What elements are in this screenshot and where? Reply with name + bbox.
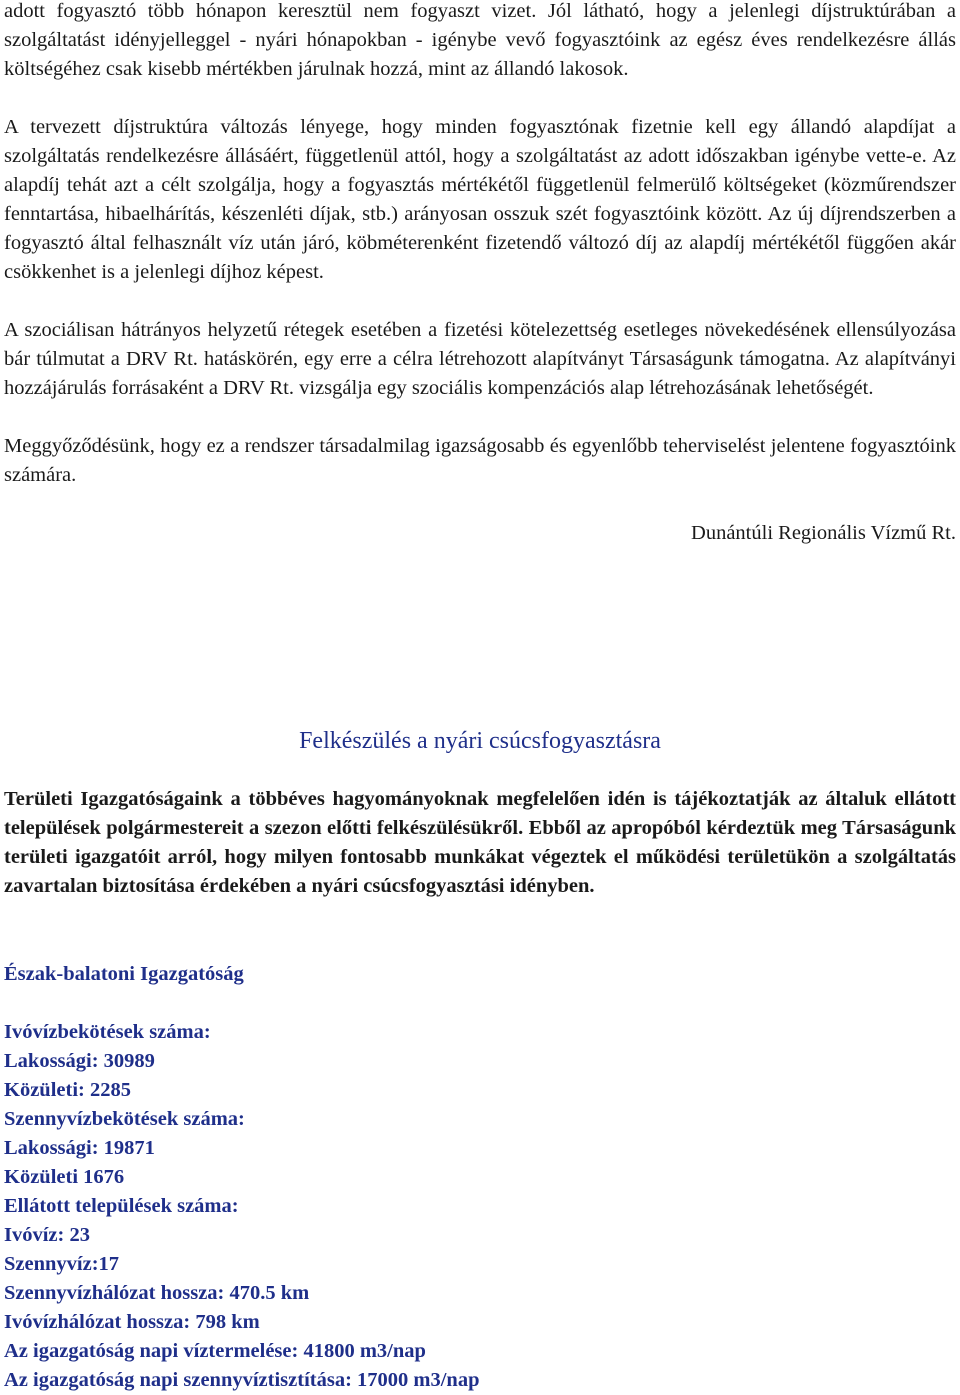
social-compensation-paragraph: A szociálisan hátrányos helyzetű rétegek esetében a fizetési kötelezettség esetleges növekedésének ellensúlyozása bár túlmutat a DRV Rt. hatáskörén, egy erre a célra létrehozott alapítványt Társaságunk támogatna. Az alapítványi hozzájárulás forrásaként a DRV Rt. vizsgálja egy szociális kompenzációs alap létrehozásának lehetőségét. — [4, 319, 956, 399]
stat-line: Lakossági: 19871 — [4, 1137, 155, 1159]
stat-line: Közületi 1676 — [4, 1166, 125, 1188]
section-heading: Felkészülés a nyári csúcsfogyasztásra — [299, 728, 661, 754]
stats-list — [4, 1018, 479, 1395]
fee-structure-paragraph: A tervezett díjstruktúra változás lényege, hogy minden fogyasztónak fizetnie kell egy állandó alapdíjat a szolgáltatás rendelkezésre állásáért, függetlenül attól, hogy a szolgáltatást az adott időszakban igénybe vette-e. Az alapdíj tehát azt a célt szolgálja, hogy a fogyasztás mértékétől függetlenül felmerülő költségeket (közműrendszer fenntartása, hibaelhárítás, készenléti díjak, stb.) arányosan osszuk szét fogyasztóink között. Az új díjrendszerben a fogyasztó által felhasznált víz után járó, köbméterenként fizetendő változó díj az alapdíj mértékétől függően akár csökkenhet is a jelenlegi díjhoz képest. — [4, 116, 956, 283]
stat-line: Szennyvíz:17 — [4, 1253, 120, 1275]
stat-line: Ivóvíz: 23 — [4, 1224, 90, 1246]
stat-line: Az igazgatóság napi víztermelése: 41800 m3/nap — [4, 1340, 426, 1362]
intro-paragraph: adott fogyasztó több hónapon keresztül nem fogyaszt vizet. Jól látható, hogy a jelenlegi díjstruktúrában a szolgáltatást idényjelleggel - nyári hónapokban - igénybe vevő fogyasztóink az egész éves rendelkezésre állás költségéhez csak kisebb mértékben járulnak hozzá, mint az állandó lakosok. — [4, 0, 956, 80]
stat-line: Közületi: 2285 — [4, 1079, 131, 1101]
stat-line: Ivóvízbekötések száma: — [4, 1021, 211, 1043]
document-page — [4, 0, 956, 1391]
stat-line: Lakossági: 30989 — [4, 1050, 155, 1072]
signature: Dunántúli Regionális Vízmű Rt. — [691, 522, 956, 544]
stat-line: Ivóvízhálózat hossza: 798 km — [4, 1311, 260, 1333]
stat-line: Az igazgatóság napi szennyvíztisztítása: 17000 m3/nap — [4, 1369, 480, 1391]
stat-line: Szennyvízbekötések száma: — [4, 1108, 245, 1130]
lead-paragraph: Területi Igazgatóságaink a többéves hagyományoknak megfelelően idén is tájékoztatják az általuk ellátott települések polgármestereit a szezon előtti felkészülésükről. Ebből az apropóból kérdeztük meg Társaságunk területi igazgatóit arról, hogy milyen fontosabb munkákat végeztek el működési területükön a szolgáltatás zavartalan biztosítása érdekében a nyári csúcsfogyasztási idényben. — [4, 788, 956, 897]
stat-line: Ellátott települések száma: — [4, 1195, 239, 1217]
stat-line: Szennyvízhálózat hossza: 470.5 km — [4, 1282, 310, 1304]
directorate-title: Észak-balatoni Igazgatóság — [4, 963, 244, 985]
conviction-paragraph: Meggyőződésünk, hogy ez a rendszer társadalmilag igazságosabb és egyenlőbb teherviselést jelentene fogyasztóink számára. — [4, 435, 956, 486]
